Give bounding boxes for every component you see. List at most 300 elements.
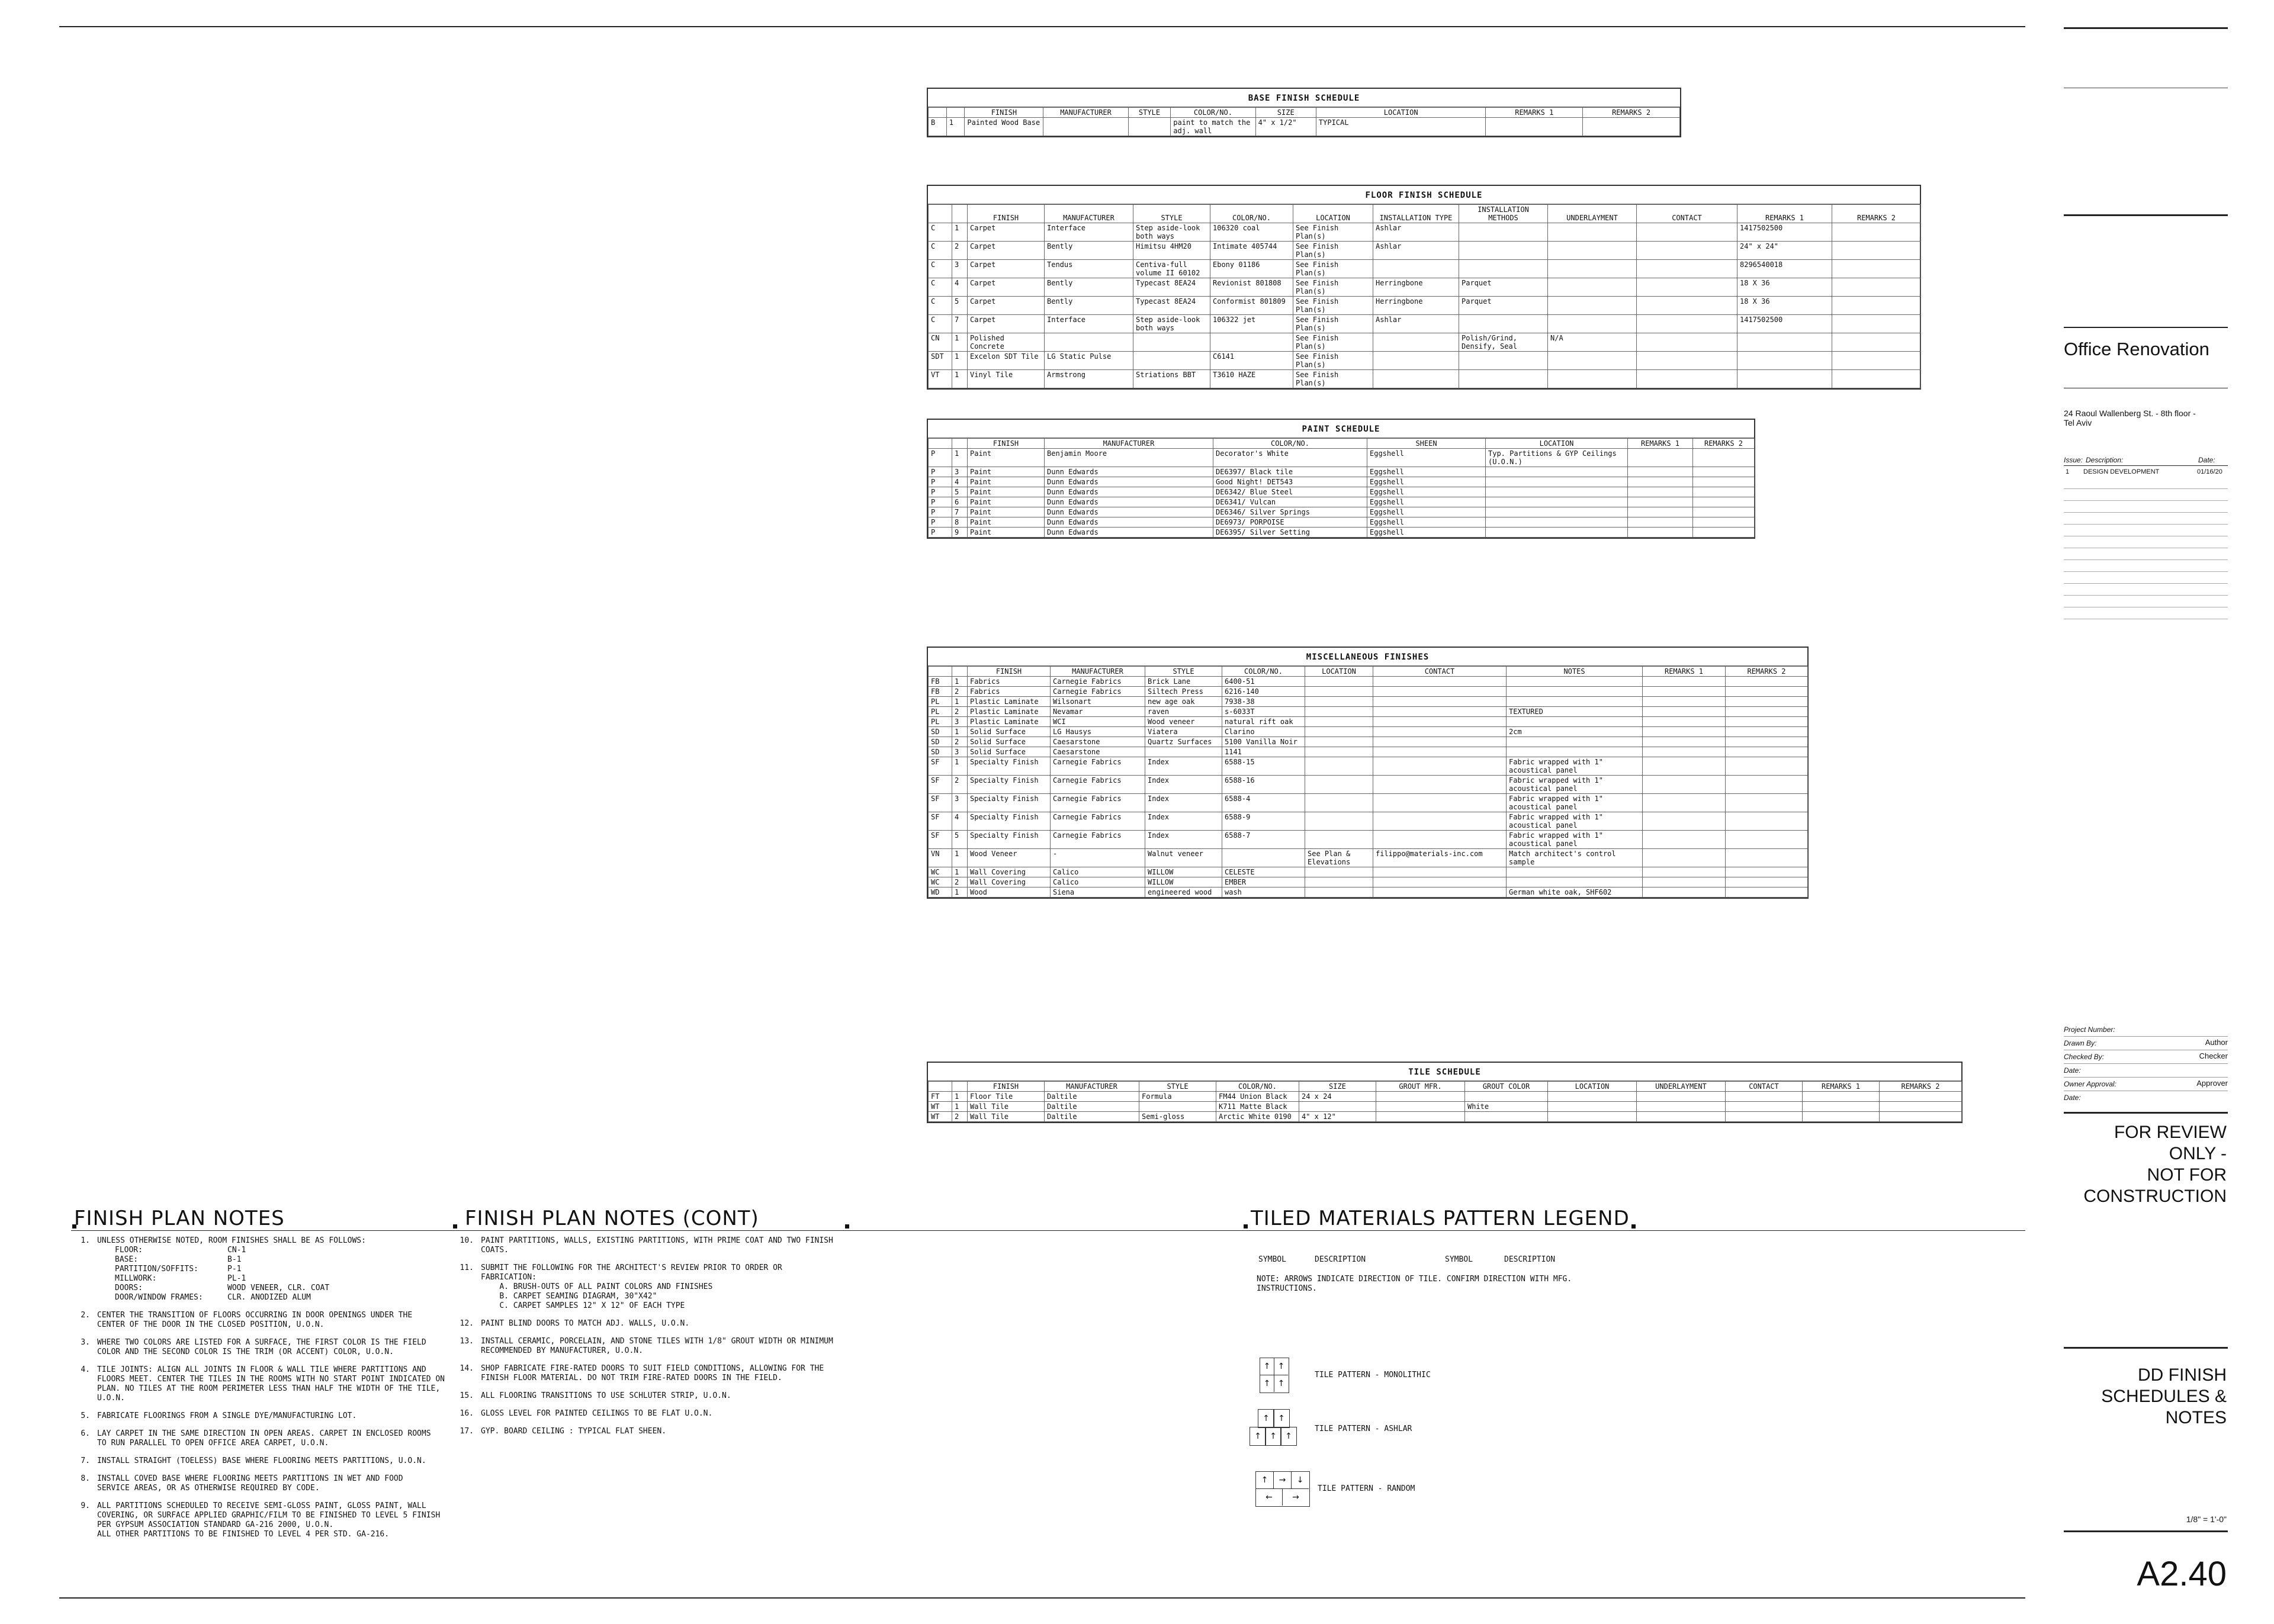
table-cell xyxy=(1548,297,1637,315)
finish-plan-notes-cont-list xyxy=(456,1236,859,1445)
table-cell: Revionist 801808 xyxy=(1210,278,1293,297)
table-cell: Wood veneer xyxy=(1145,717,1222,727)
table-cell: filippo@materials-inc.com xyxy=(1373,849,1507,867)
table-row xyxy=(929,507,1755,517)
table-cell: Solid Surface xyxy=(968,737,1051,747)
table-cell: Brick Lane xyxy=(1145,677,1222,687)
table-cell xyxy=(1583,118,1680,136)
table-cell xyxy=(1210,333,1293,352)
column-header: FINISH xyxy=(968,439,1045,449)
table-cell: Daltile xyxy=(1045,1092,1139,1102)
column-header: COLOR/NO. xyxy=(1213,439,1367,449)
table-cell: natural rift oak xyxy=(1222,717,1305,727)
table-cell: Daltile xyxy=(1045,1112,1139,1122)
column-header: FINISH xyxy=(968,205,1045,223)
column-header: COLOR/NO. xyxy=(1216,1082,1299,1092)
table-cell xyxy=(1045,333,1133,352)
table-cell: - xyxy=(1051,849,1145,867)
table-cell xyxy=(1373,867,1507,877)
column-header: STYLE xyxy=(1133,205,1210,223)
column-header: STYLE xyxy=(1128,108,1171,118)
table-cell: Ebony 01186 xyxy=(1210,260,1293,278)
table-cell: DE6341/ Vulcan xyxy=(1213,497,1367,507)
table-cell xyxy=(1373,727,1507,737)
table-header-row xyxy=(929,205,1921,223)
table-cell: Excelon SDT Tile xyxy=(968,352,1045,370)
table-cell: Dunn Edwards xyxy=(1045,487,1213,497)
table-cell: See Finish Plan(s) xyxy=(1293,278,1373,297)
table-cell: 3 xyxy=(952,717,968,727)
table-cell xyxy=(1305,831,1373,849)
table-row xyxy=(929,315,1921,333)
table-cell: Carnegie Fabrics xyxy=(1051,831,1145,849)
table-cell xyxy=(1803,1112,1880,1122)
table-cell: 1417502500 xyxy=(1737,223,1832,242)
table-cell: SF xyxy=(929,776,952,794)
table-cell xyxy=(1043,118,1128,136)
table-cell: See Finish Plan(s) xyxy=(1293,260,1373,278)
table-cell: 2 xyxy=(952,242,968,260)
table-cell: PL xyxy=(929,717,952,727)
table-cell xyxy=(1376,1092,1465,1102)
table-cell: engineered wood xyxy=(1145,887,1222,898)
table-cell: 6588-15 xyxy=(1222,757,1305,776)
table-cell xyxy=(1637,333,1737,352)
table-cell xyxy=(1643,687,1726,697)
monolithic-pattern-label: TILE PATTERN - MONOLITHIC xyxy=(1315,1371,1431,1379)
table-cell: Paint xyxy=(968,517,1045,528)
table-cell: Paint xyxy=(968,449,1045,467)
column-header: LOCATION xyxy=(1316,108,1486,118)
table-cell: Carpet xyxy=(968,242,1045,260)
table-cell: WD xyxy=(929,887,952,898)
table-cell xyxy=(1637,278,1737,297)
table-cell xyxy=(1459,223,1548,242)
table-cell xyxy=(1737,352,1832,370)
table-cell: Eggshell xyxy=(1367,477,1486,487)
table-cell: 1 xyxy=(952,1092,968,1102)
project-number-label: Project Number: xyxy=(2064,1025,2115,1034)
note-text: ALL PARTITIONS SCHEDULED TO RECEIVE SEMI-GLOSS PAINT, GLOSS PAINT, WALL COVERING, OR SURFACE APPLIED GRAPHIC/FILM TO BE FINISHED TO LEVEL 5 FINISH PER GYPSUM ASSOCIATION STANDARD GA-216 2000, U.O.N. ALL OTHER PARTITIONS TO BE FINISHED TO LEVEL 4 PER STD. GA-216. xyxy=(97,1501,441,1539)
table-cell xyxy=(1693,477,1755,487)
tb-line xyxy=(2064,327,2228,328)
table-cell: Calico xyxy=(1051,877,1145,887)
column-header: SIZE xyxy=(1255,108,1316,118)
table-cell: C xyxy=(929,297,952,315)
column-header xyxy=(946,108,965,118)
table-cell xyxy=(1459,370,1548,388)
table-cell: Armstrong xyxy=(1045,370,1133,388)
table-cell: TEXTURED xyxy=(1507,707,1643,717)
table-cell xyxy=(1693,497,1755,507)
table-cell: 7 xyxy=(952,507,968,517)
column-header: REMARKS 1 xyxy=(1737,205,1832,223)
column-header: REMARKS 2 xyxy=(1583,108,1680,118)
table-cell: 6588-7 xyxy=(1222,831,1305,849)
table-cell xyxy=(1737,333,1832,352)
table-cell xyxy=(1373,260,1459,278)
note-text: LAY CARPET IN THE SAME DIRECTION IN OPEN AREAS. CARPET IN ENCLOSED ROOMS TO RUN PARALLEL TO OPEN OFFICE AREA CARPET, U.O.N. xyxy=(97,1429,431,1448)
table-cell: LG Static Pulse xyxy=(1045,352,1133,370)
table-cell: Wood xyxy=(968,887,1051,898)
table-cell: SD xyxy=(929,727,952,737)
table-cell xyxy=(1832,278,1921,297)
note-number: 6. xyxy=(81,1429,90,1438)
miscellaneous-finishes-schedule xyxy=(927,647,1809,899)
table-cell: See Finish Plan(s) xyxy=(1293,333,1373,352)
table-cell xyxy=(1373,687,1507,697)
table-row xyxy=(929,242,1921,260)
table-cell: Siltech Press xyxy=(1145,687,1222,697)
table-cell xyxy=(1548,260,1637,278)
paint-schedule xyxy=(927,419,1755,539)
table-cell: Interface xyxy=(1045,315,1133,333)
table-cell: Himitsu 4HM20 xyxy=(1133,242,1210,260)
table-cell: 18 X 36 xyxy=(1737,297,1832,315)
table-cell: C xyxy=(929,315,952,333)
note-text: CENTER THE TRANSITION OF FLOORS OCCURRING IN DOOR OPENINGS UNDER THE CENTER OF THE DOOR IN THE CLOSED POSITION, U.O.N. xyxy=(97,1311,413,1329)
table-cell: Caesarstone xyxy=(1051,737,1145,747)
table-cell xyxy=(1373,707,1507,717)
table-cell: Specialty Finish xyxy=(968,831,1051,849)
table-cell: Wall Tile xyxy=(968,1102,1045,1112)
table-row xyxy=(929,717,1808,727)
table-cell xyxy=(1507,867,1643,877)
note-item xyxy=(72,1501,451,1539)
table-cell xyxy=(1548,223,1637,242)
table-cell xyxy=(1628,467,1693,477)
table-cell xyxy=(1548,1112,1637,1122)
table-cell: 1141 xyxy=(1222,747,1305,757)
note-item xyxy=(72,1338,451,1357)
legend-header-description-2: DESCRIPTION xyxy=(1504,1255,1556,1264)
table-cell xyxy=(1726,717,1808,727)
column-header: REMARKS 2 xyxy=(1726,667,1808,677)
issue-col-date: Date: xyxy=(2198,456,2215,464)
table-cell: Fabric wrapped with 1" acoustical panel xyxy=(1507,776,1643,794)
table-cell: Ashlar xyxy=(1373,315,1459,333)
table-cell: Polished Concrete xyxy=(968,333,1045,352)
table-cell: Fabric wrapped with 1" acoustical panel xyxy=(1507,812,1643,831)
table-cell: 9 xyxy=(952,528,968,538)
table-row xyxy=(929,352,1921,370)
column-header: REMARKS 2 xyxy=(1880,1082,1962,1092)
table-cell: Vinyl Tile xyxy=(968,370,1045,388)
table-cell xyxy=(1726,697,1808,707)
column-header: UNDERLAYMENT xyxy=(1548,205,1637,223)
table-row xyxy=(929,831,1808,849)
table-cell xyxy=(1305,867,1373,877)
table-cell: Conformist 801809 xyxy=(1210,297,1293,315)
table-cell: 2 xyxy=(952,687,968,697)
table-cell: 1 xyxy=(946,118,965,136)
column-header xyxy=(952,439,968,449)
table-cell: Carpet xyxy=(968,297,1045,315)
column-header: FINISH xyxy=(968,667,1051,677)
table-cell: C xyxy=(929,223,952,242)
table-cell: Typecast 8EA24 xyxy=(1133,297,1210,315)
table-cell xyxy=(1305,727,1373,737)
drawn-by-label: Drawn By: xyxy=(2064,1039,2097,1047)
default-finish-key: FLOOR: xyxy=(115,1246,143,1255)
default-finish-key: MILLWORK: xyxy=(115,1274,157,1283)
tb-line xyxy=(2064,1112,2228,1114)
table-cell: 1 xyxy=(952,370,968,388)
table-cell xyxy=(1305,717,1373,727)
note-number: 8. xyxy=(81,1474,90,1483)
table-cell: Plastic Laminate xyxy=(968,707,1051,717)
table-cell: Specialty Finish xyxy=(968,812,1051,831)
note-number: 3. xyxy=(81,1338,90,1347)
default-finish-line xyxy=(97,1265,366,1274)
table-cell: 1 xyxy=(952,867,968,877)
table-cell: TYPICAL xyxy=(1316,118,1486,136)
table-cell: Solid Surface xyxy=(968,727,1051,737)
default-finish-line xyxy=(97,1293,366,1303)
table-cell xyxy=(1726,707,1808,717)
table-cell: 5 xyxy=(952,487,968,497)
table-row xyxy=(929,687,1808,697)
schedule-table xyxy=(928,438,1755,538)
column-header: MANUFACTURER xyxy=(1045,205,1133,223)
note-item xyxy=(72,1365,451,1403)
default-finish-value: WOOD VENEER, CLR. COAT xyxy=(227,1284,330,1292)
table-cell: Solid Surface xyxy=(968,747,1051,757)
table-cell xyxy=(1486,487,1628,497)
table-cell: P xyxy=(929,449,952,467)
table-cell xyxy=(1726,737,1808,747)
table-cell xyxy=(1486,118,1583,136)
table-cell: 106322 jet xyxy=(1210,315,1293,333)
table-cell: WT xyxy=(929,1102,952,1112)
table-cell: Bently xyxy=(1045,278,1133,297)
table-cell: wash xyxy=(1222,887,1305,898)
random-pattern-label: TILE PATTERN - RANDOM xyxy=(1318,1484,1415,1493)
table-cell: See Finish Plan(s) xyxy=(1293,370,1373,388)
table-cell xyxy=(1628,497,1693,507)
table-cell xyxy=(1726,677,1808,687)
table-cell: SF xyxy=(929,794,952,812)
column-header: REMARKS 1 xyxy=(1628,439,1693,449)
table-cell xyxy=(1305,687,1373,697)
table-cell: Dunn Edwards xyxy=(1045,497,1213,507)
table-cell: P xyxy=(929,477,952,487)
table-cell: Wall Covering xyxy=(968,877,1051,887)
table-cell xyxy=(1373,717,1507,727)
table-cell: Siena xyxy=(1051,887,1145,898)
table-cell: Arctic White 0190 xyxy=(1216,1112,1299,1122)
table-cell xyxy=(1880,1092,1962,1102)
note-number: 1. xyxy=(81,1236,90,1245)
table-cell xyxy=(1693,528,1755,538)
table-cell: Ashlar xyxy=(1373,223,1459,242)
table-cell: 18 X 36 xyxy=(1737,278,1832,297)
table-cell: FM44 Union Black xyxy=(1216,1092,1299,1102)
table-cell: Carpet xyxy=(968,223,1045,242)
table-cell xyxy=(1880,1112,1962,1122)
schedule-title: TILE SCHEDULE xyxy=(928,1063,1961,1081)
column-header: SHEEN xyxy=(1367,439,1486,449)
table-cell xyxy=(1726,727,1808,737)
note-item xyxy=(72,1236,451,1303)
table-cell: Tendus xyxy=(1045,260,1133,278)
review-stamp: FOR REVIEW ONLY - NOT FOR CONSTRUCTION xyxy=(2083,1123,2227,1206)
table-row xyxy=(929,260,1921,278)
table-cell: 4" x 12" xyxy=(1299,1112,1376,1122)
table-cell: Interface xyxy=(1045,223,1133,242)
table-cell: See Finish Plan(s) xyxy=(1293,242,1373,260)
project-fields xyxy=(2064,1023,2228,1104)
table-cell: 106320 coal xyxy=(1210,223,1293,242)
table-cell: Eggshell xyxy=(1367,517,1486,528)
date-label: Date: xyxy=(2064,1066,2081,1075)
table-cell: Paint xyxy=(968,528,1045,538)
table-cell xyxy=(1133,333,1210,352)
table-cell: 8 xyxy=(952,517,968,528)
table-cell xyxy=(1643,849,1726,867)
table-cell xyxy=(1726,812,1808,831)
table-cell: Specialty Finish xyxy=(968,794,1051,812)
finish-plan-notes-cont-title: FINISH PLAN NOTES (CONT) xyxy=(465,1207,759,1230)
table-cell xyxy=(1628,528,1693,538)
table-cell xyxy=(1486,528,1628,538)
column-header: REMARKS 1 xyxy=(1643,667,1726,677)
table-cell: 6400-51 xyxy=(1222,677,1305,687)
note-item xyxy=(72,1311,451,1330)
table-cell xyxy=(1459,242,1548,260)
table-row xyxy=(929,477,1755,487)
table-cell: FB xyxy=(929,687,952,697)
table-cell xyxy=(1832,370,1921,388)
table-cell: Eggshell xyxy=(1367,449,1486,467)
table-cell: PL xyxy=(929,707,952,717)
table-cell: Fabric wrapped with 1" acoustical panel xyxy=(1507,831,1643,849)
table-cell xyxy=(1376,1112,1465,1122)
table-cell: Carnegie Fabrics xyxy=(1051,757,1145,776)
table-cell xyxy=(1803,1102,1880,1112)
table-cell xyxy=(1628,477,1693,487)
default-finish-value: B-1 xyxy=(227,1255,242,1264)
legend-title: TILED MATERIALS PATTERN LEGEND xyxy=(1251,1207,1630,1230)
table-cell: 1 xyxy=(952,449,968,467)
issue-col-description: Description: xyxy=(2086,456,2124,464)
table-cell xyxy=(1128,118,1171,136)
note-number: 4. xyxy=(81,1365,90,1374)
table-cell: P xyxy=(929,507,952,517)
table-cell xyxy=(1305,677,1373,687)
table-cell: Floor Tile xyxy=(968,1092,1045,1102)
table-cell xyxy=(1373,677,1507,687)
table-cell: 6216-140 xyxy=(1222,687,1305,697)
checked-by-value: Checker xyxy=(2199,1051,2228,1060)
table-cell xyxy=(1628,507,1693,517)
table-cell xyxy=(1486,467,1628,477)
table-cell: Caesarstone xyxy=(1051,747,1145,757)
section-marker xyxy=(845,1224,849,1229)
table-cell: Calico xyxy=(1051,867,1145,877)
schedule-table xyxy=(928,666,1808,898)
table-cell: Carnegie Fabrics xyxy=(1051,794,1145,812)
table-cell: 4 xyxy=(952,812,968,831)
column-header: REMARKS 1 xyxy=(1486,108,1583,118)
note-text: INSTALL CERAMIC, PORCELAIN, AND STONE TILES WITH 1/8" GROUT WIDTH OR MINIMUM RECOMMENDED BY MANUFACTURER, U.O.N. xyxy=(481,1337,833,1355)
table-cell xyxy=(1726,867,1808,877)
table-cell xyxy=(1459,352,1548,370)
table-cell: VN xyxy=(929,849,952,867)
table-cell xyxy=(1373,697,1507,707)
table-cell: Semi-gloss xyxy=(1139,1112,1216,1122)
table-cell: Plastic Laminate xyxy=(968,717,1051,727)
column-header: GROUT MFR. xyxy=(1376,1082,1465,1092)
table-row xyxy=(929,517,1755,528)
table-cell xyxy=(1628,517,1693,528)
table-cell: Decorator's White xyxy=(1213,449,1367,467)
issue-rows xyxy=(2064,477,2228,619)
table-cell: Bently xyxy=(1045,242,1133,260)
table-cell xyxy=(1305,877,1373,887)
table-cell: SF xyxy=(929,831,952,849)
table-cell: Fabrics xyxy=(968,687,1051,697)
issue-number: 1 xyxy=(2066,468,2070,475)
table-row xyxy=(929,812,1808,831)
table-cell: Plastic Laminate xyxy=(968,697,1051,707)
table-row xyxy=(929,776,1808,794)
table-cell: WT xyxy=(929,1112,952,1122)
table-cell xyxy=(1643,877,1726,887)
table-cell: DE6342/ Blue Steel xyxy=(1213,487,1367,497)
table-cell: Carnegie Fabrics xyxy=(1051,677,1145,687)
table-cell xyxy=(1637,352,1737,370)
table-cell xyxy=(1305,776,1373,794)
table-cell xyxy=(1637,370,1737,388)
default-finish-value: P-1 xyxy=(227,1265,242,1274)
table-cell xyxy=(1373,794,1507,812)
table-cell xyxy=(1305,794,1373,812)
note-item xyxy=(456,1337,859,1356)
table-cell: Painted Wood Base xyxy=(965,118,1043,136)
note-number: 11. xyxy=(460,1263,474,1272)
table-cell xyxy=(1507,877,1643,887)
default-finish-value: CLR. ANODIZED ALUM xyxy=(227,1293,311,1302)
table-cell: 1 xyxy=(952,757,968,776)
table-cell xyxy=(1486,517,1628,528)
column-header: REMARKS 1 xyxy=(1803,1082,1880,1092)
table-row xyxy=(929,497,1755,507)
default-finish-key: DOORS: xyxy=(115,1284,143,1292)
table-cell: 5100 Vanilla Noir xyxy=(1222,737,1305,747)
table-cell: Daltile xyxy=(1045,1102,1139,1112)
table-cell: See Finish Plan(s) xyxy=(1293,315,1373,333)
table-cell xyxy=(1486,507,1628,517)
note-number: 10. xyxy=(460,1236,474,1245)
table-cell xyxy=(1486,497,1628,507)
table-cell xyxy=(1643,794,1726,812)
finish-plan-notes-title: FINISH PLAN NOTES xyxy=(74,1207,285,1230)
table-cell xyxy=(1305,757,1373,776)
column-header: COLOR/NO. xyxy=(1171,108,1255,118)
column-header: CONTACT xyxy=(1373,667,1507,677)
column-header: STYLE xyxy=(1139,1082,1216,1092)
column-header: FINISH xyxy=(965,108,1043,118)
table-cell: WILLOW xyxy=(1145,867,1222,877)
table-cell xyxy=(1726,747,1808,757)
note-item xyxy=(456,1427,859,1436)
note-text: FABRICATE FLOORINGS FROM A SINGLE DYE/MANUFACTURING LOT. xyxy=(97,1411,357,1420)
table-cell: EMBER xyxy=(1222,877,1305,887)
table-cell: Dunn Edwards xyxy=(1045,517,1213,528)
table-cell xyxy=(1643,727,1726,737)
table-cell: 7 xyxy=(952,315,968,333)
